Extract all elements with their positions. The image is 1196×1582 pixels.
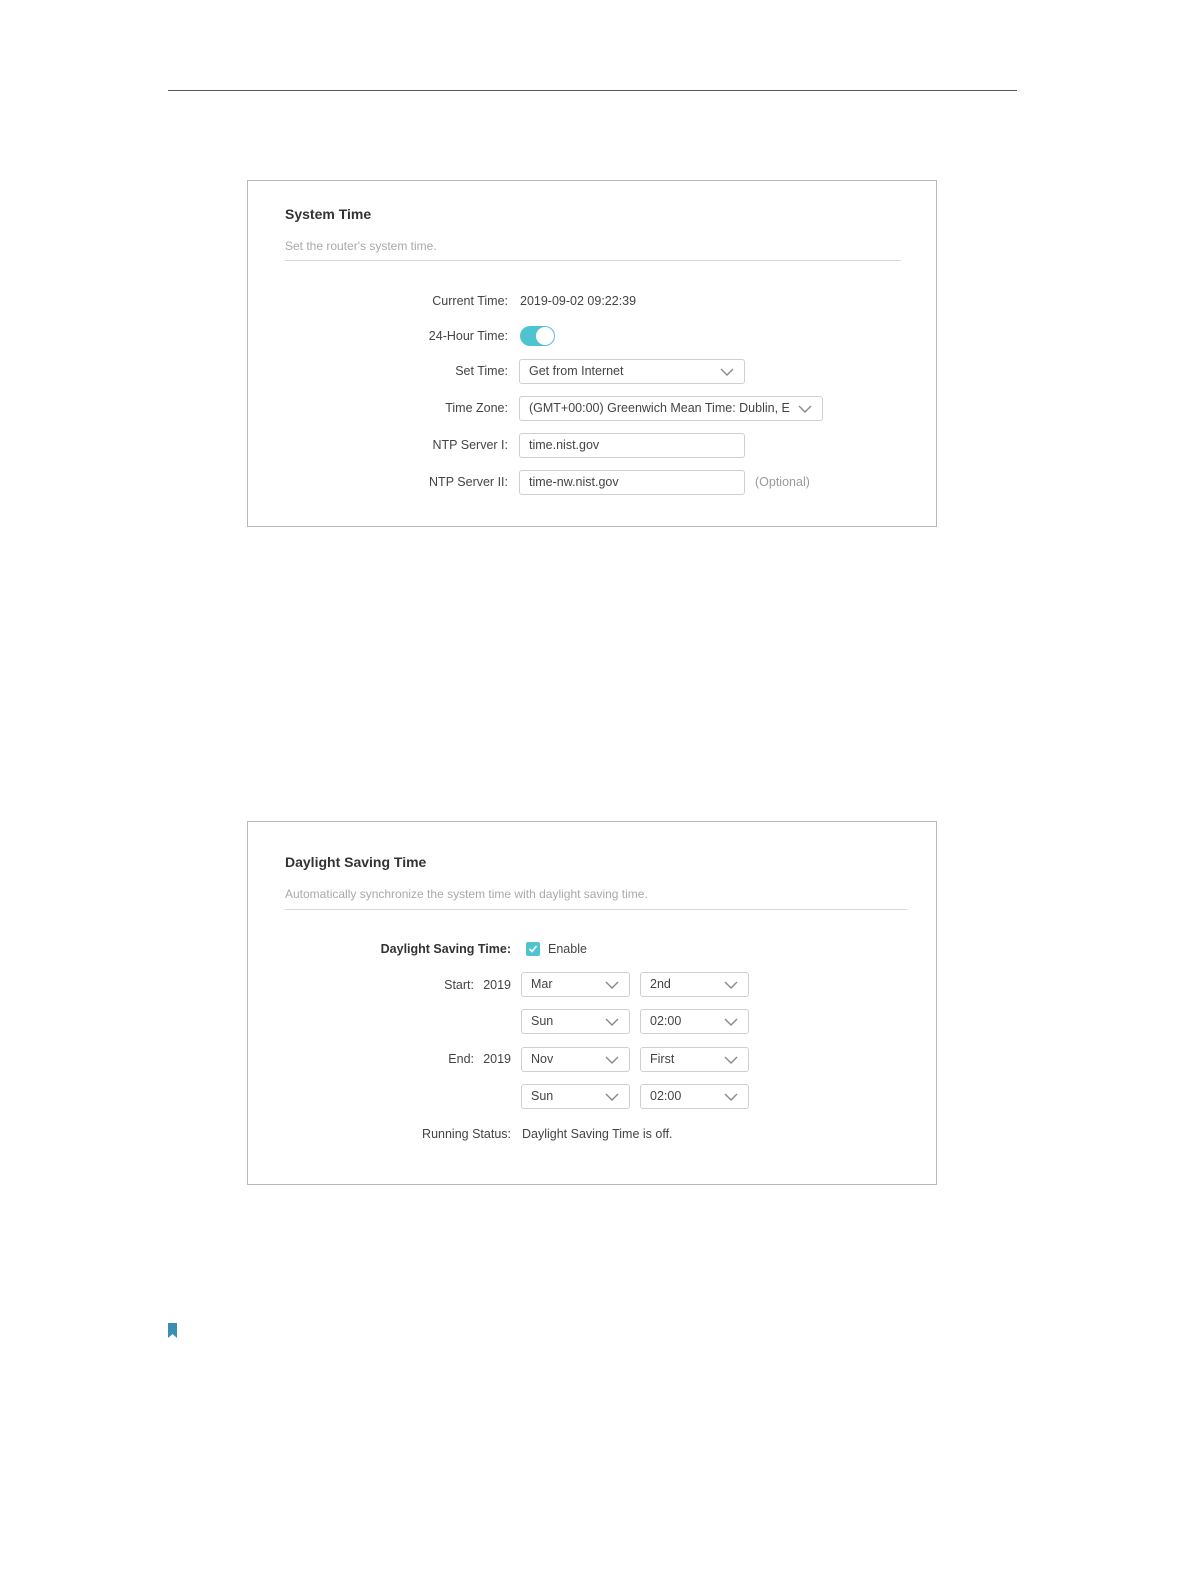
ntp-server-2-label: NTP Server II: xyxy=(429,475,508,489)
daylight-saving-panel xyxy=(247,821,937,1185)
system-time-panel xyxy=(247,180,937,527)
ntp-server-1-value: time.nist.gov xyxy=(529,438,600,452)
ntp-server-1-label: NTP Server I: xyxy=(432,438,508,452)
ntp-server-2-input[interactable] xyxy=(519,470,745,495)
set-time-label: Set Time: xyxy=(455,364,508,378)
dst-start-time-select[interactable] xyxy=(640,1009,749,1034)
system-time-divider xyxy=(285,260,901,261)
daylight-saving-title: Daylight Saving Time xyxy=(285,854,427,870)
dst-end-month-select[interactable] xyxy=(521,1047,630,1072)
chevron-down-icon xyxy=(798,405,812,413)
toggle-knob xyxy=(536,327,554,345)
dst-start-month-select[interactable] xyxy=(521,972,630,997)
check-icon xyxy=(528,944,538,954)
system-time-title: System Time xyxy=(285,206,372,222)
ntp-server-2-optional-hint: (Optional) xyxy=(755,475,810,489)
dst-end-month-value: Nov xyxy=(531,1052,554,1066)
dst-end-day-value: Sun xyxy=(531,1089,554,1103)
dst-start-week-select[interactable] xyxy=(640,972,749,997)
dst-end-week-select[interactable] xyxy=(640,1047,749,1072)
page-header-rule xyxy=(168,90,1017,91)
chevron-down-icon xyxy=(605,1056,619,1064)
time-zone-label: Time Zone: xyxy=(445,401,508,415)
running-status-value: Daylight Saving Time is off. xyxy=(522,1127,673,1141)
dst-enable-label: Daylight Saving Time: xyxy=(380,942,511,956)
dst-end-time-select[interactable] xyxy=(640,1084,749,1109)
bookmark-icon xyxy=(168,1323,177,1338)
set-time-value: Get from Internet xyxy=(529,364,624,378)
set-time-select[interactable] xyxy=(519,359,745,384)
current-time-value: 2019-09-02 09:22:39 xyxy=(520,294,637,308)
chevron-down-icon xyxy=(724,1056,738,1064)
time-zone-value: (GMT+00:00) Greenwich Mean Time: Dublin, E xyxy=(529,401,790,415)
chevron-down-icon xyxy=(724,1018,738,1026)
dst-enable-checkbox[interactable] xyxy=(526,942,540,956)
dst-end-week-value: First xyxy=(650,1052,675,1066)
chevron-down-icon xyxy=(605,981,619,989)
ntp-server-1-input[interactable] xyxy=(519,433,745,458)
hour24-label: 24-Hour Time: xyxy=(428,329,508,343)
daylight-saving-subtitle: Automatically synchronize the system time with daylight saving time. xyxy=(285,887,648,901)
dst-end-label: End: xyxy=(448,1052,474,1066)
chevron-down-icon xyxy=(724,1093,738,1101)
running-status-label: Running Status: xyxy=(422,1127,511,1141)
system-time-subtitle: Set the router's system time. xyxy=(285,239,437,253)
daylight-saving-divider xyxy=(285,909,907,910)
dst-start-month-value: Mar xyxy=(531,977,553,991)
current-time-label: Current Time: xyxy=(432,294,508,308)
chevron-down-icon xyxy=(724,981,738,989)
dst-end-year: 2019 xyxy=(483,1052,511,1066)
chevron-down-icon xyxy=(605,1018,619,1026)
chevron-down-icon xyxy=(605,1093,619,1101)
dst-start-day-value: Sun xyxy=(531,1014,554,1028)
dst-start-label: Start: xyxy=(444,978,474,992)
ntp-server-2-value: time-nw.nist.gov xyxy=(529,475,619,489)
dst-start-week-value: 2nd xyxy=(650,977,671,991)
dst-enable-text: Enable xyxy=(548,942,587,956)
dst-end-time-value: 02:00 xyxy=(650,1089,682,1103)
dst-start-time-value: 02:00 xyxy=(650,1014,682,1028)
time-zone-select[interactable] xyxy=(519,396,823,421)
dst-end-day-select[interactable] xyxy=(521,1084,630,1109)
hour24-toggle[interactable] xyxy=(520,326,555,346)
dst-start-year: 2019 xyxy=(483,978,511,992)
chevron-down-icon xyxy=(720,368,734,376)
dst-start-day-select[interactable] xyxy=(521,1009,630,1034)
